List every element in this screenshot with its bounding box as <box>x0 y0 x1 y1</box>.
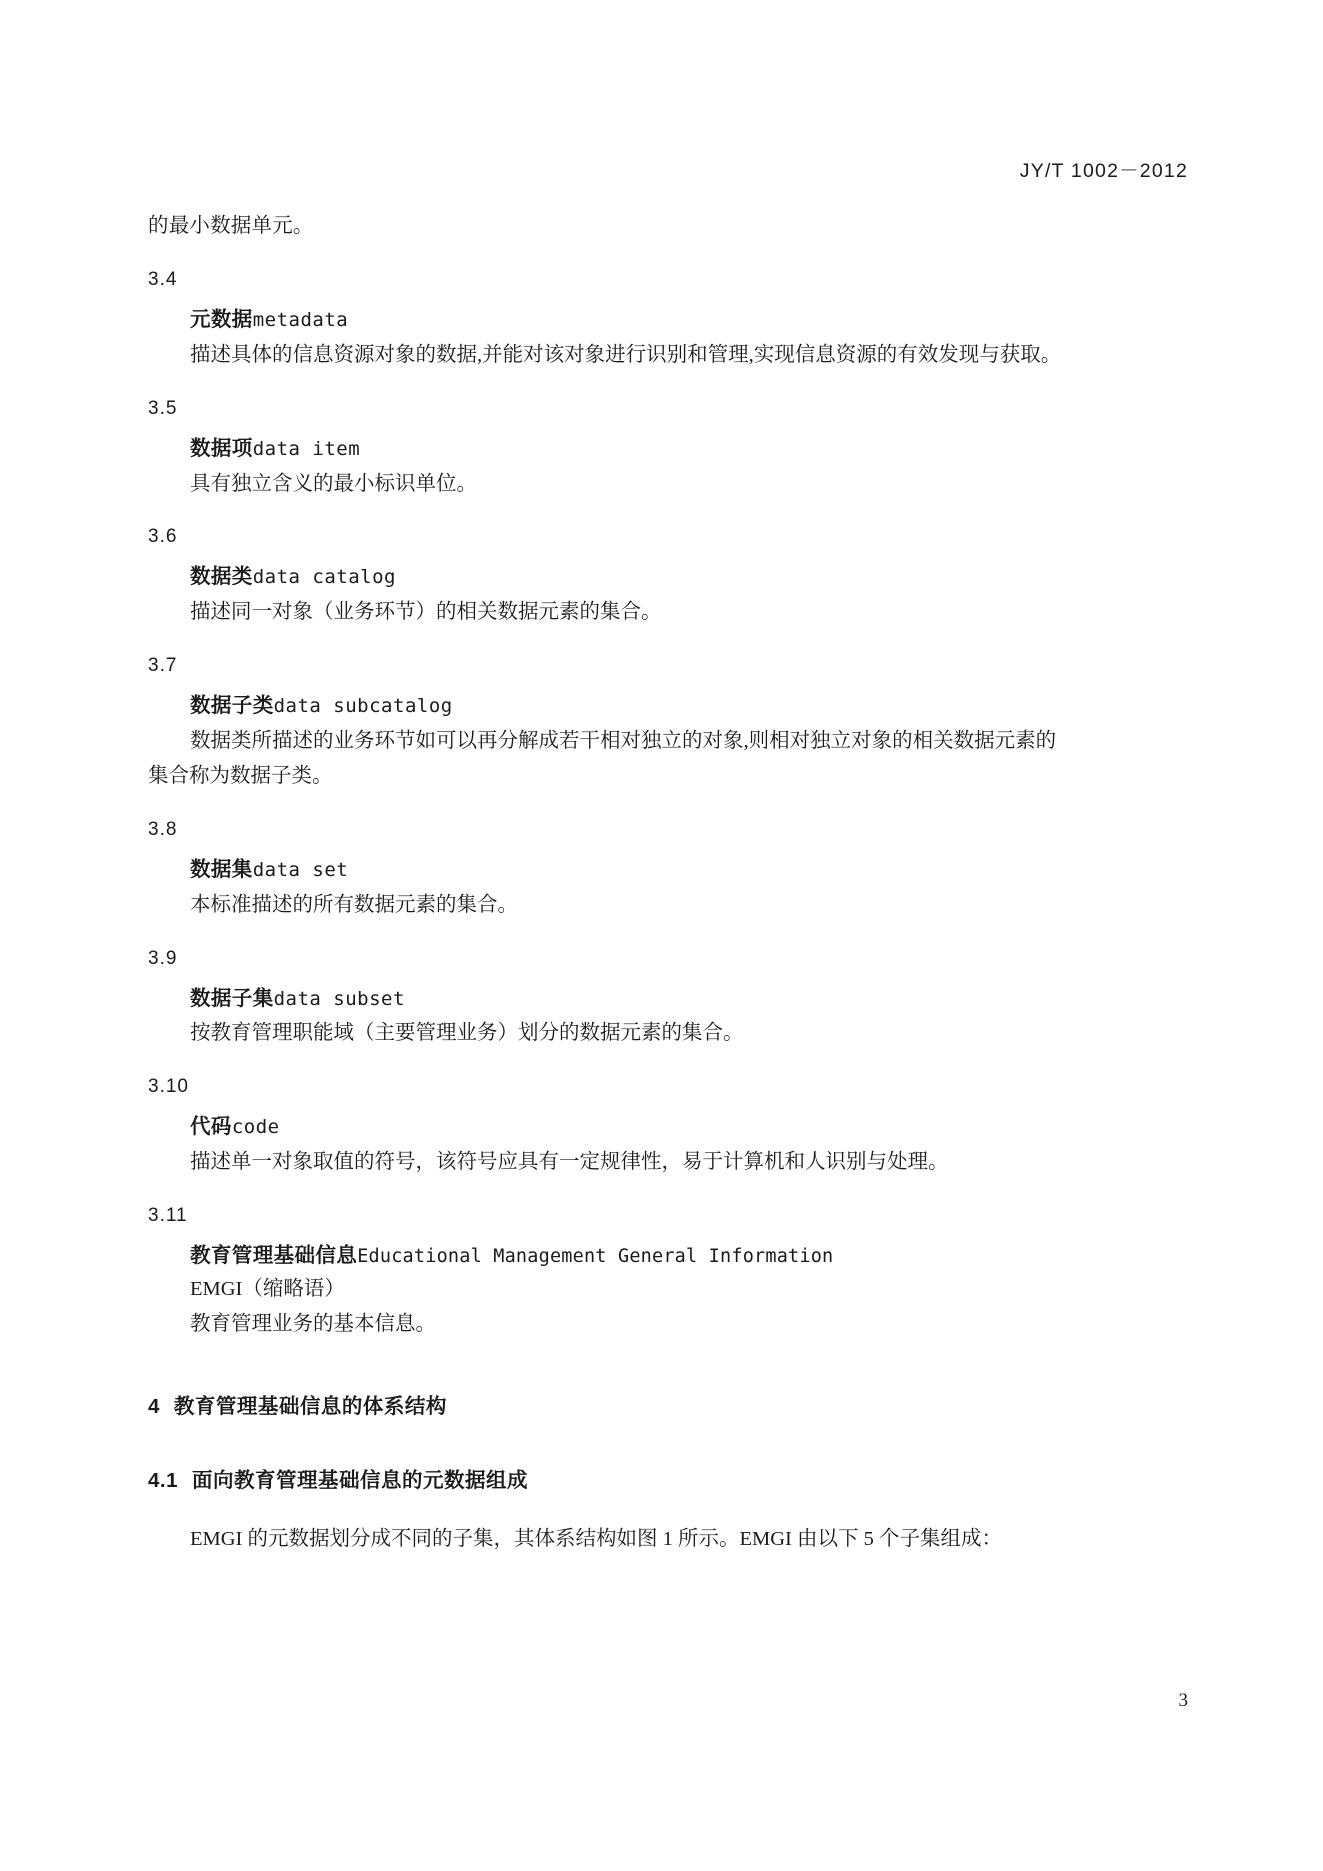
term-block-3-10 <box>190 1112 1193 1179</box>
term-en-3-5: data item <box>252 437 361 460</box>
term-block-3-11 <box>190 1241 1193 1341</box>
term-en-3-8: data set <box>252 859 349 882</box>
term-block-3-8 <box>190 855 1193 922</box>
clause-number-3-5: 3.5 <box>148 397 178 419</box>
term-cn-3-7: 数据子类 <box>190 694 274 717</box>
term-cn-3-10: 代码 <box>190 1116 232 1139</box>
term-definition-3-6: 描述同一对象（业务环节）的相关数据元素的集合。 <box>190 601 662 624</box>
term-title-3-6 <box>190 562 1193 593</box>
term-title-3-11 <box>190 1241 1193 1272</box>
standard-id: JY/T 1002－2012 <box>1019 160 1188 182</box>
term-en-3-9: data subset <box>273 987 405 1010</box>
term-en-3-6: data catalog <box>252 566 396 589</box>
section-heading-4 <box>148 1389 1193 1419</box>
page-footer <box>148 1690 1188 1712</box>
term-definition-3-9: 按教育管理职能域（主要管理业务）划分的数据元素的集合。 <box>190 1022 744 1045</box>
page-header <box>148 155 1188 183</box>
term-title-3-8 <box>190 855 1193 886</box>
term-cn-3-4: 元数据 <box>190 309 253 332</box>
term-cn-3-11: 教育管理基础信息 <box>190 1244 358 1267</box>
section-title-4-1: 面向教育管理基础信息的元数据组成 <box>192 1469 528 1493</box>
clause-number-3-7: 3.7 <box>148 654 178 676</box>
term-block-3-6 <box>190 562 1193 629</box>
term-en-3-10: code <box>231 1116 280 1139</box>
term-block-3-9 <box>190 984 1193 1051</box>
term-en-3-4: metadata <box>252 309 349 332</box>
clause-number-3-9: 3.9 <box>148 947 178 969</box>
clause-number-3-4: 3.4 <box>148 269 178 291</box>
term-block-3-4 <box>190 305 1193 372</box>
term-block-3-5 <box>190 434 1193 501</box>
term-definition-3-10: 描述单一对象取值的符号，该符号应具有一定规律性，易于计算机和人识别与处理。 <box>190 1151 949 1174</box>
continuation-paragraph: 的最小数据单元。 <box>148 215 314 237</box>
section-heading-4-1 <box>148 1463 1193 1493</box>
section-4-1-paragraph: EMGI 的元数据划分成不同的子集，其体系结构如图 1 所示。EMGI 由以下 5 个子集组成： <box>190 1528 1003 1551</box>
clause-number-3-10: 3.10 <box>148 1076 189 1098</box>
clause-number-3-6: 3.6 <box>148 526 178 548</box>
section-number-4-1: 4.1 <box>148 1469 178 1493</box>
term-definition-3-11: 教育管理业务的基本信息。 <box>190 1313 436 1336</box>
term-title-3-10 <box>190 1112 1193 1143</box>
term-cn-3-6: 数据类 <box>190 566 253 589</box>
clause-number-3-8: 3.8 <box>148 819 178 841</box>
term-definition-3-7: 数据类所描述的业务环节如可以再分解成若干相对独立的对象,则相对独立对象的相关数据元素的 <box>190 729 1057 752</box>
term-cn-3-8: 数据集 <box>190 859 253 882</box>
term-definition-3-7-cont: 集合称为数据子类。 <box>148 765 333 788</box>
term-cn-3-5: 数据项 <box>190 437 253 460</box>
term-cn-3-9: 数据子集 <box>190 987 274 1010</box>
term-title-3-7 <box>190 691 1193 722</box>
term-block-3-7 <box>148 691 1193 793</box>
term-en-3-7: data subcatalog <box>273 694 453 717</box>
page-body <box>148 210 1193 1556</box>
page-number: 3 <box>1178 1690 1188 1711</box>
term-definition-3-5: 具有独立含义的最小标识单位。 <box>190 472 477 495</box>
term-abbreviation-3-11: EMGI（缩略语） <box>190 1277 345 1300</box>
term-definition-3-8: 本标准描述的所有数据元素的集合。 <box>190 893 518 916</box>
term-title-3-5 <box>190 434 1193 465</box>
section-title-4: 教育管理基础信息的体系结构 <box>173 1395 447 1419</box>
clause-number-3-11: 3.11 <box>148 1204 188 1226</box>
section-number-4: 4 <box>148 1395 160 1419</box>
term-title-3-4 <box>190 305 1193 336</box>
term-definition-3-4: 描述具体的信息资源对象的数据,并能对该对象进行识别和管理,实现信息资源的有效发现与获取。 <box>190 343 1062 366</box>
term-title-3-9 <box>190 984 1193 1015</box>
term-en-3-11: Educational Management General Information <box>357 1245 834 1267</box>
